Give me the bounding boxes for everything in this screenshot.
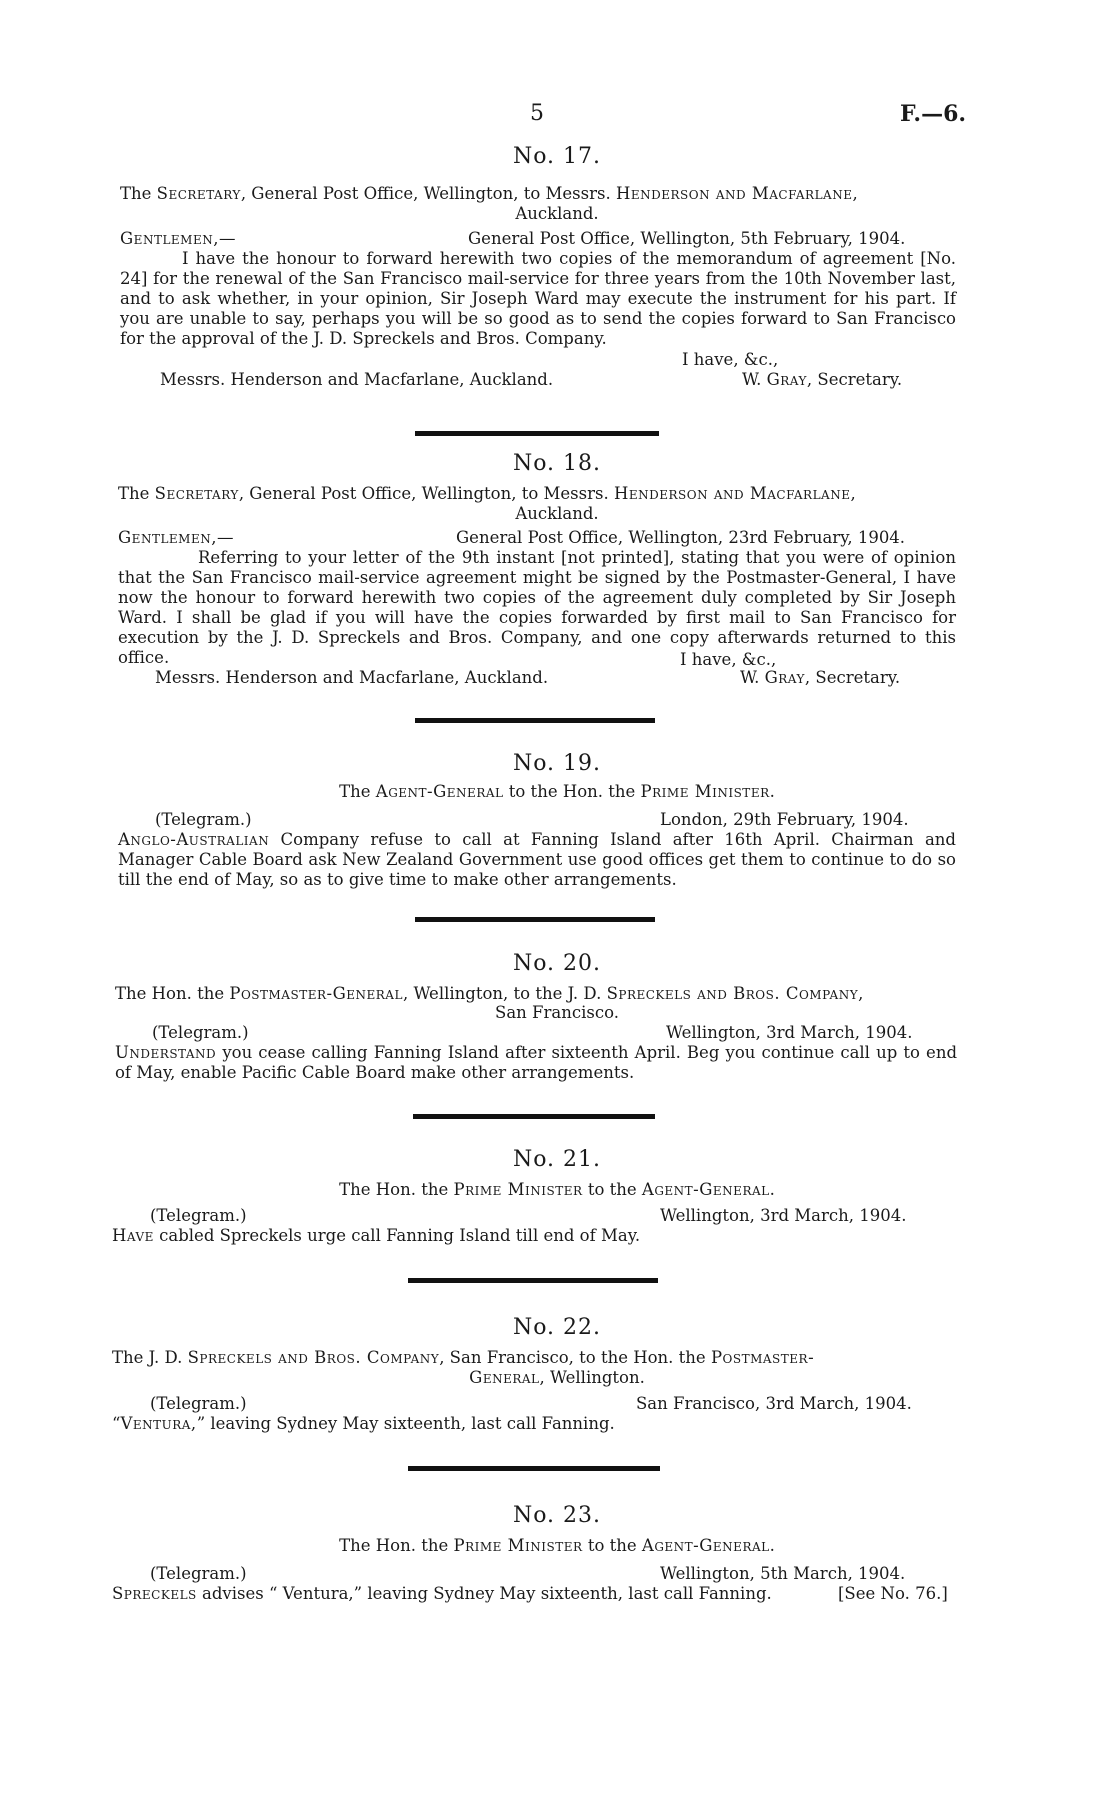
entry-heading-line2: Auckland. — [515, 504, 599, 523]
cross-reference-note: [See No. 76.] — [838, 1584, 948, 1603]
entry-heading-line2: San Francisco. — [495, 1003, 619, 1022]
section-divider — [408, 1466, 660, 1471]
entry-heading: The Secretary, General Post Office, Wellington, to Messrs. Henderson and Macfarlane, — [118, 484, 856, 503]
place-date: London, 29th February, 1904. — [660, 810, 909, 829]
entry-heading: The Hon. the Postmaster-General, Wellington, to the J. D. Spreckels and Bros. Company, — [115, 984, 864, 1003]
entry-number: No. 23. — [512, 1503, 602, 1528]
letter-body: I have the honour to forward herewith two copies of the memorandum of agreement [No. 24] for the renewal of the San Francisco mail-service for three years from the 10th November last, and to ask whether, in your opinion, Sir Joseph Ward may execute the instrument for his part. If you are unable to say, perhaps you will be so good as to send the copies forward to San Francisco for the approval of the J. D. Spreckels and Bros. Company. — [120, 249, 956, 348]
entry-number: No. 19. — [512, 751, 602, 776]
entry-heading: The Secretary, General Post Office, Wellington, to Messrs. Henderson and Macfarlane, — [120, 184, 858, 203]
section-divider — [415, 718, 655, 723]
entry-number: No. 18. — [512, 451, 602, 476]
telegram-label: (Telegram.) — [150, 1394, 247, 1413]
salutation: Gentlemen,— — [120, 229, 236, 248]
signature: W. Gray, Secretary. — [740, 668, 901, 687]
place-date: Wellington, 3rd March, 1904. — [666, 1023, 913, 1042]
place-date: Wellington, 5th March, 1904. — [660, 1564, 906, 1583]
addressee: Messrs. Henderson and Macfarlane, Auckland. — [155, 668, 549, 687]
entry-heading: The Hon. the Prime Minister to the Agent-General. — [339, 1180, 775, 1199]
telegram-body: Understand you cease calling Fanning Island after sixteenth April. Beg you continue call up to end of May, enable Pacific Cable Board make other arrangements. — [115, 1043, 958, 1082]
telegram-label: (Telegram.) — [150, 1564, 247, 1583]
place-date: General Post Office, Wellington, 23rd February, 1904. — [456, 528, 906, 547]
salutation: Gentlemen,— — [118, 528, 234, 547]
place-date: San Francisco, 3rd March, 1904. — [636, 1394, 912, 1413]
entry-heading: The J. D. Spreckels and Bros. Company, San Francisco, to the Hon. the Postmaster- — [112, 1348, 815, 1367]
closing: I have, &c., — [680, 650, 777, 669]
entry-heading-line2: Auckland. — [515, 204, 599, 223]
letter-body: Referring to your letter of the 9th instant [not printed], stating that you were of opinion that the San Francisco mail-service agreement might be signed by the Postmaster-General, I have now the honour to forward herewith two copies of the agreement duly completed by Sir Joseph Ward. I shall be glad if you will have the copies forwarded by first mail to San Francisco for execution by the J. D. Spreckels and Bros. Company, and one copy afterwards returned to this office. — [118, 548, 956, 667]
telegram-label: (Telegram.) — [152, 1023, 249, 1042]
closing: I have, &c., — [682, 350, 779, 369]
section-divider — [408, 1278, 658, 1283]
signature: W. Gray, Secretary. — [742, 370, 903, 389]
section-divider — [413, 1114, 655, 1119]
document-reference: F.—6. — [900, 101, 967, 127]
telegram-body: Have cabled Spreckels urge call Fanning Island till end of May. — [112, 1226, 641, 1245]
entry-number: No. 17. — [512, 144, 602, 169]
place-date: Wellington, 3rd March, 1904. — [660, 1206, 907, 1225]
entry-heading-line2: General, Wellington. — [469, 1368, 645, 1387]
telegram-body: Spreckels advises “ Ventura,” leaving Sydney May sixteenth, last call Fanning. — [112, 1584, 772, 1603]
telegram-label: (Telegram.) — [155, 810, 252, 829]
entry-heading: The Hon. the Prime Minister to the Agent-General. — [339, 1536, 775, 1555]
section-divider — [415, 431, 659, 436]
entry-heading: The Agent-General to the Hon. the Prime Minister. — [339, 782, 775, 801]
place-date: General Post Office, Wellington, 5th February, 1904. — [468, 229, 906, 248]
entry-number: No. 20. — [512, 951, 602, 976]
entry-number: No. 21. — [512, 1147, 602, 1172]
addressee: Messrs. Henderson and Macfarlane, Auckland. — [160, 370, 554, 389]
page-number: 5 — [530, 101, 544, 126]
entry-number: No. 22. — [512, 1315, 602, 1340]
telegram-body: Anglo-Australian Company refuse to call at Fanning Island after 16th April. Chairman and Manager Cable Board ask New Zealand Government use good offices get them to continue to do so till the end of May, so as to give time to make other arrangements. — [118, 830, 956, 889]
telegram-body: “Ventura,” leaving Sydney May sixteenth, last call Fanning. — [112, 1414, 615, 1433]
telegram-label: (Telegram.) — [150, 1206, 247, 1225]
section-divider — [415, 917, 655, 922]
